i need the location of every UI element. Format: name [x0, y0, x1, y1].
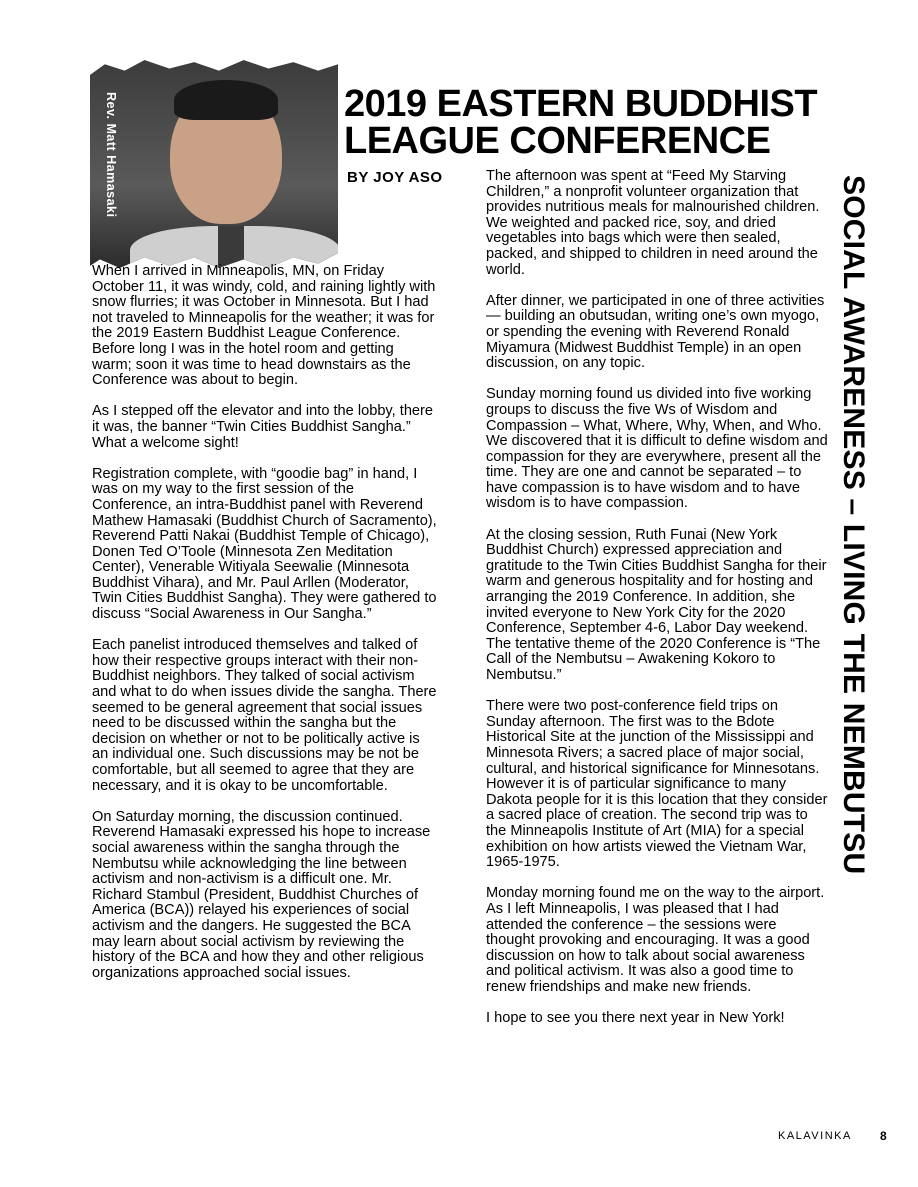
- paragraph: The afternoon was spent at “Feed My Starving Children,” a nonprofit volunteer organization that provides nutritious meals for malnourished children. We weighted and packed rice, soy, and dried vegetables into bags which were then sealed, packed, and shipped to children in need around the world.: [486, 168, 820, 278]
- paragraph: Sunday morning found us divided into five working groups to discuss the five Ws of Wisdom and Compassion – What, Where, Why, When, and Who. We discovered that it is difficult to define wisdom and compassion for they are everywhere, present all the time. They are one and cannot be separated – to have compassion is to have wisdom and to have wisdom is to have compassion.: [486, 386, 828, 512]
- article-column-right: [486, 169, 829, 1042]
- photo-hair: [174, 80, 278, 120]
- paragraph: I hope to see you there next year in New York!: [486, 1010, 785, 1027]
- paragraph: When I arrived in Minneapolis, MN, on Friday October 11, it was windy, cold, and raining lightly with snow flurries; it was October in Minnesota. But I had not traveled to Minneapolis for the weather; it was for the 2019 Eastern Buddhist League Conference. Before long I was in the hotel room and getting warm; soon it was time to head downstairs as the Conference was about to begin.: [92, 263, 436, 389]
- paragraph: Registration complete, with “goodie bag” in hand, I was on my way to the first session of the Conference, an intra-Buddhist panel with Reverend Mathew Hamasaki (Buddhist Church of Sacramento), Reverend Patti Nakai (Buddhist Temple of Chicago), Donen Ted O’Toole (Minnesota Zen Meditation Center), Venerable Witiyala Seewalie (Minnesota Buddhist Vihara), and Mr. Paul Arllen (Moderator, Twin Cities Buddhist Sangha). They were gathered to discuss “Social Awareness in Our Sangha.”: [92, 465, 437, 623]
- article-title: 2019 EASTERN BUDDHIST LEAGUE CONFERENCE: [344, 83, 818, 162]
- paragraph: At the closing session, Ruth Funai (New York Buddhist Church) expressed appreciation and gratitude to the Twin Cities Buddhist Sangha for their warm and generous hospitality and for hosting and arranging the 2019 Conference. In addition, she invited everyone to New York City for the 2020 Conference, September 4-6, Labor Day weekend. The tentative theme of the 2020 Conference is “The Call of the Nembutsu – Awakening Kokoro to Nembutsu.”: [486, 526, 827, 683]
- author-photo: [90, 58, 338, 270]
- page-number: 8: [880, 1129, 887, 1143]
- paragraph: Monday morning found me on the way to the airport. As I left Minneapolis, I was pleased that I had attended the conference – the sessions were thought provoking and encouraging. It was a good discussion on how to talk about social awareness and political activism. It was also a good time to renew friendships and make new friends.: [486, 885, 825, 995]
- paragraph: Each panelist introduced themselves and talked of how their respective groups interact with their non-Buddhist neighbors. They talked of social activism and what to do when issues divide the sangha. There seemed to be general agreement that social issues need to be discussed within the sangha but the decision on whether or not to be politically active is an individual one. Such discussions may be not be comfortable, but all seemed to agree that they are necessary, and it is okay to be uncomfortable.: [92, 637, 437, 794]
- article-byline: BY JOY ASO: [347, 169, 443, 186]
- photo-credit-text: Rev. Matt Hamasaki: [104, 92, 118, 218]
- photo-credit: [92, 92, 122, 262]
- section-heading: [832, 175, 872, 1110]
- paragraph: As I stepped off the elevator and into the lobby, there it was, the banner “Twin Cities Buddhist Sangha.” What a welcome sight!: [92, 403, 434, 451]
- publication-name: KALAVINKA: [778, 1130, 852, 1142]
- section-heading-text: SOCIAL AWARENESS – LIVING THE NEMBUTSU: [837, 175, 870, 875]
- article-column-left: [92, 264, 437, 997]
- paragraph: There were two post-conference field trips on Sunday afternoon. The first was to the Bdote Historical Site at the junction of the Mississippi and Minnesota Rivers; a sacred place of major social, cultural, and historical significance for Minnesotans. However it is of particular significance to many Dakota people for it is this location that they consider a sacred place of creation. The second trip was to the Minneapolis Institute of Art (MIA) for a special exhibition on how artists viewed the Vietnam War, 1965-1975.: [486, 698, 828, 871]
- paragraph: On Saturday morning, the discussion continued. Reverend Hamasaki expressed his hope to increase social awareness within the sangha through the Nembutsu while acknowledging the line between activism and non-activism is a difficult one. Mr. Richard Stambul (President, Buddhist Churches of America (BCA)) relayed his experiences of social activism and the dangers. He suggested the BCA may learn about social activism by reviewing the history of the BCA and how they and other religious organizations approached social issues.: [92, 808, 431, 981]
- paragraph: After dinner, we participated in one of three activities— building an obutsudan, writing one’s own myogo, or spending the evening with Reverend Ronald Miyamura (Midwest Buddhist Temple) in an open discussion, on any topic.: [486, 292, 825, 372]
